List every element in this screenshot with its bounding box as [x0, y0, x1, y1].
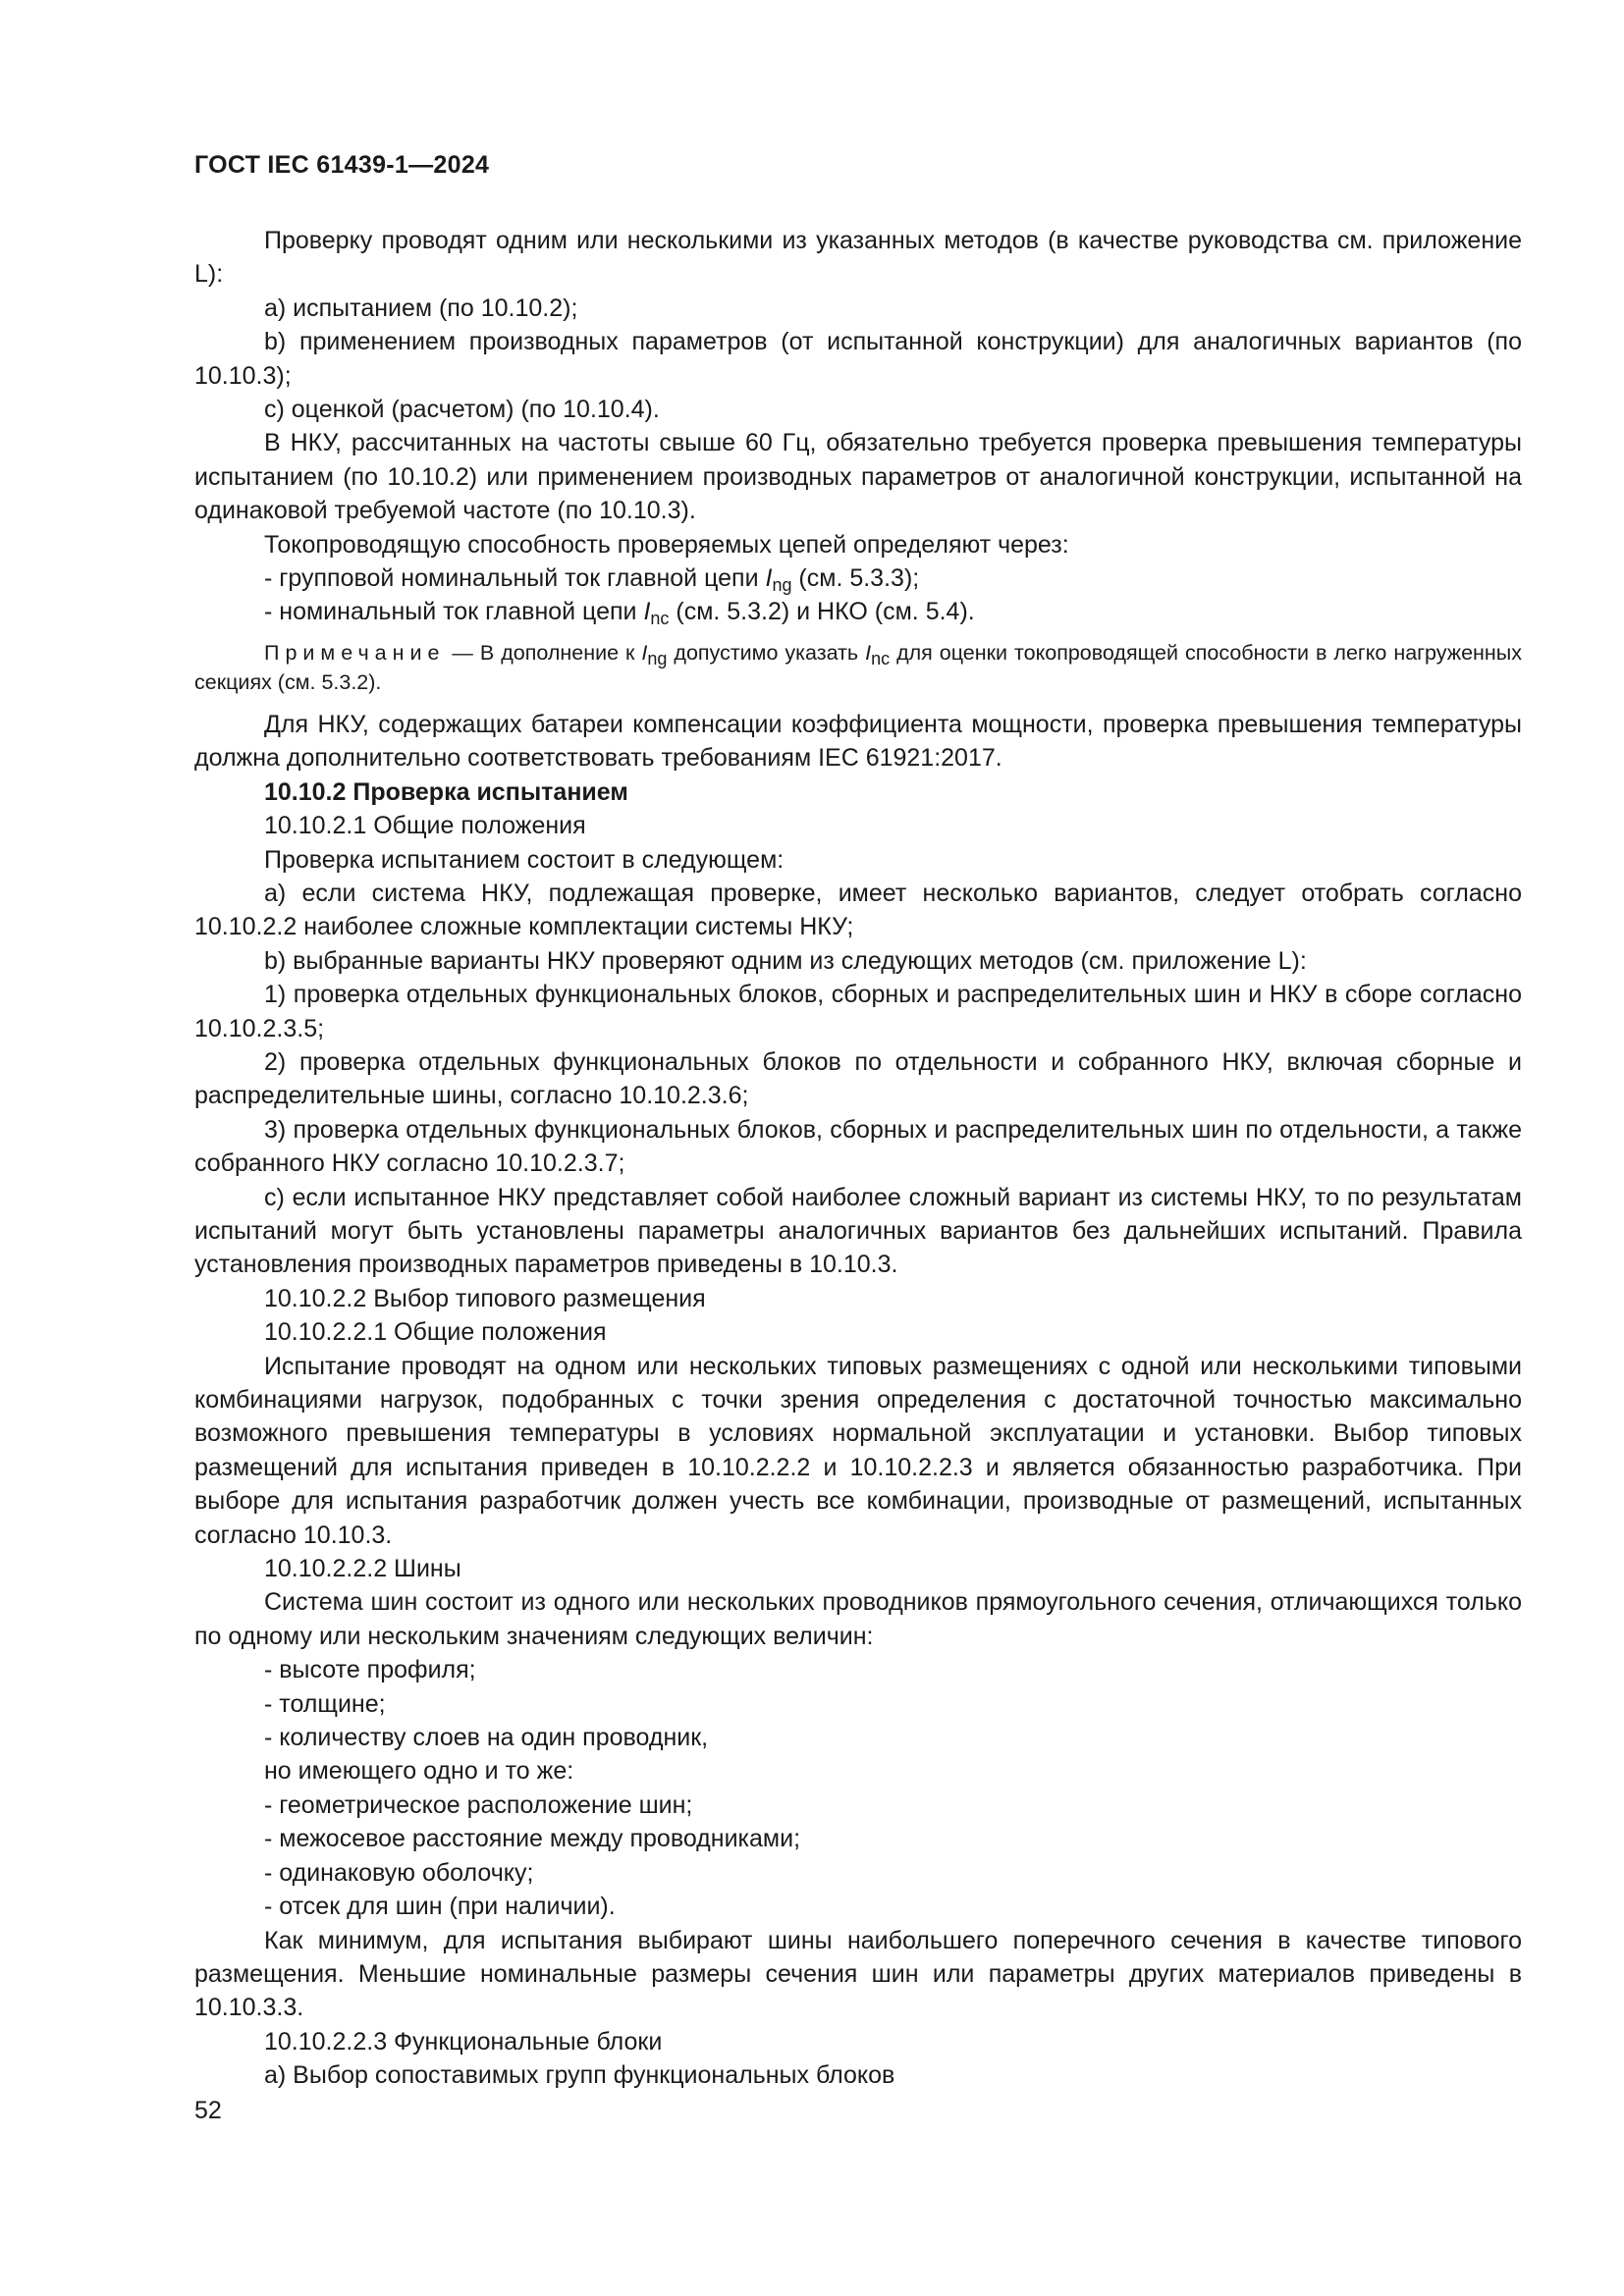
page-number: 52: [194, 2097, 222, 2124]
list-item: b) применением производных параметров (от испытанной конструкции) для аналогичных вариантов (по 10.10.3);: [194, 328, 1522, 390]
list-item: - отсек для шин (при наличии).: [264, 1893, 616, 1921]
list-item: - межосевое расстояние между проводниками;: [264, 1825, 801, 1853]
note-label: Примечание: [264, 640, 446, 665]
list-item: - одинаковую оболочку;: [264, 1858, 534, 1887]
paragraph: Проверка испытанием состоит в следующем:: [264, 845, 785, 874]
note-paragraph: Примечание — В дополнение к $I_{ng}$ допустимо указать $I_{nc}$ для оценки токопроводящей способности в легко нагруженных секциях (см. 5.3.2).: [194, 640, 1522, 694]
document-body: [194, 224, 1522, 2093]
paragraph: Проверку проводят одним или несколькими из указанных методов (в качестве руководства см. приложение L):: [194, 227, 1522, 289]
paragraph: Для НКУ, содержащих батареи компенсации коэффициента мощности, проверка превышения температуры должна дополнительно соответствовать требованиям IEC 61921:2017.: [194, 710, 1522, 773]
list-item: - номинальный ток главной цепи $I_{nc}$ (см. 5.3.2) и НКО (см. 5.4).: [264, 598, 975, 629]
paragraph: Испытание проводят на одном или нескольких типовых размещениях с одной или несколькими типовыми комбинациями нагрузок, подобранных с точки зрения определения с достаточной точностью максимально возможного превышения температуры в условиях нормальной эксплуатации и установки. Выбор типовых размещений для испытания приведен в 10.10.2.2.2 и 10.10.2.2.3 и является обязанностью разработчика. При выборе для испытания разработчик должен учесть все комбинации, производные от размещений, испытанных согласно 10.10.3.: [194, 1352, 1522, 1549]
list-item: 1) проверка отдельных функциональных блоков, сборных и распределительных шин и НКУ в сборе согласно 10.10.2.3.5;: [194, 981, 1522, 1042]
subsection-heading: 10.10.2.2 Выбор типового размещения: [264, 1284, 706, 1312]
section-heading: 10.10.2 Проверка испытанием: [264, 777, 628, 806]
list-item: - толщине;: [264, 1689, 386, 1718]
list-item: b) выбранные варианты НКУ проверяют одним из следующих методов (см. приложение L):: [264, 946, 1307, 975]
paragraph: Как минимум, для испытания выбирают шины наибольшего поперечного сечения в качестве типового размещения. Меньшие номинальные размеры сечения шин или параметры других материалов приведены в 10.10.3.3.: [194, 1926, 1522, 2022]
list-item: а) испытанием (по 10.10.2);: [264, 294, 578, 322]
list-item: с) если испытанное НКУ представляет собой наиболее сложный вариант из системы НКУ, то по результатам испытаний могут быть установлены параметры аналогичных вариантов без дальнейших испытаний. Правила установления производных параметров приведены в 10.10.3.: [194, 1183, 1522, 1279]
paragraph: но имеющего одно и то же:: [264, 1757, 574, 1786]
subsection-heading: 10.10.2.1 Общие положения: [264, 812, 586, 840]
list-item: - высоте профиля;: [264, 1656, 476, 1684]
list-item: - групповой номинальный ток главной цепи $I_{ng}$ (см. 5.3.3);: [264, 564, 920, 596]
document-header: ГОСТ IEC 61439-1—2024: [194, 151, 490, 179]
list-item: - геометрическое расположение шин;: [264, 1790, 693, 1819]
list-item: с) оценкой (расчетом) (по 10.10.4).: [264, 396, 660, 424]
paragraph: В НКУ, рассчитанных на частоты свыше 60 Гц, обязательно требуется проверка превышения температуры испытанием (по 10.10.2) или применением производных параметров от аналогичной конструкции, испытанной на одинаковой требуемой частоте (по 10.10.3).: [194, 429, 1522, 525]
list-item: а) Выбор сопоставимых групп функциональных блоков: [264, 2061, 895, 2090]
list-item: 3) проверка отдельных функциональных блоков, сборных и распределительных шин по отдельности, а также собранного НКУ согласно 10.10.2.3.7;: [194, 1115, 1522, 1178]
subsection-heading: 10.10.2.2.2 Шины: [264, 1555, 461, 1583]
subsection-heading: 10.10.2.2.1 Общие положения: [264, 1318, 607, 1347]
paragraph: Токопроводящую способность проверяемых цепей определяют через:: [264, 530, 1069, 559]
list-item: - количеству слоев на один проводник,: [264, 1724, 709, 1752]
list-item: а) если система НКУ, подлежащая проверке, имеет несколько вариантов, следует отобрать согласно 10.10.2.2 наиболее сложные комплектации системы НКУ;: [194, 879, 1522, 941]
subsection-heading: 10.10.2.2.3 Функциональные блоки: [264, 2027, 663, 2056]
paragraph: Система шин состоит из одного или нескольких проводников прямоугольного сечения, отличающихся только по одному или нескольким значениям следующих величин:: [194, 1588, 1522, 1650]
list-item: 2) проверка отдельных функциональных блоков по отдельности и собранного НКУ, включая сборные и распределительные шины, согласно 10.10.2.3.6;: [194, 1047, 1522, 1110]
